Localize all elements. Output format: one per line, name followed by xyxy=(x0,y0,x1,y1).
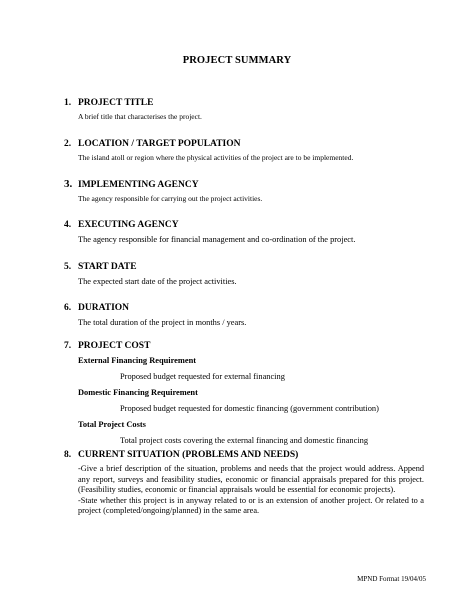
section-description: A brief title that characterises the project. xyxy=(78,112,202,121)
section-number: 1. xyxy=(64,98,72,108)
section-heading xyxy=(64,302,424,314)
section-heading-text: START DATE xyxy=(78,262,137,272)
section-description: The island atoll or region where the physical activities of the project are to be implemented. xyxy=(78,153,354,162)
section-heading xyxy=(64,178,424,191)
section-heading xyxy=(64,340,424,352)
subsection-description: Proposed budget requested for domestic financing (government contribution) xyxy=(120,404,379,413)
section-project-title xyxy=(64,97,424,122)
footer-format-label: MPND Format 19/04/05 xyxy=(357,575,426,583)
section-number: 5. xyxy=(64,262,72,272)
subsection-heading-domestic-financing: Domestic Financing Requirement xyxy=(78,388,198,397)
section-number: 6. xyxy=(64,303,72,313)
section-location xyxy=(64,138,424,163)
section-start-date xyxy=(64,261,424,287)
section-description: The total duration of the project in months / years. xyxy=(78,318,247,327)
section-description: The expected start date of the project activities. xyxy=(78,277,237,286)
section-number: 2. xyxy=(64,139,72,149)
section-heading-text: IMPLEMENTING AGENCY xyxy=(78,180,199,190)
section-heading-text: LOCATION / TARGET POPULATION xyxy=(78,139,241,149)
section-number: 3. xyxy=(64,178,73,190)
subsection-description: Total project costs covering the external financing and domestic financing xyxy=(120,436,369,445)
section-heading xyxy=(64,449,424,461)
section-paragraph: -State whether this project is in anyway related to or is an extension of another project. Or related to a project (completed/ongoing/planned) in the same area. xyxy=(78,495,424,516)
section-current-situation xyxy=(64,449,424,517)
section-heading-text: EXECUTING AGENCY xyxy=(78,220,179,230)
section-number: 4. xyxy=(64,220,72,230)
section-number: 7. xyxy=(64,341,72,351)
section-heading xyxy=(64,261,424,273)
section-heading-text: DURATION xyxy=(78,303,130,313)
section-executing-agency xyxy=(64,219,424,245)
subsection-heading-total-costs: Total Project Costs xyxy=(78,420,146,429)
section-description: The agency responsible for financial management and co-ordination of the project. xyxy=(78,235,356,244)
section-heading xyxy=(64,219,424,231)
subsection-heading-external-financing: External Financing Requirement xyxy=(78,356,197,365)
section-implementing-agency xyxy=(64,178,424,204)
subsection-description: Proposed budget requested for external financing xyxy=(120,372,285,381)
page-title: PROJECT SUMMARY xyxy=(182,55,292,66)
section-duration xyxy=(64,302,424,328)
section-heading xyxy=(64,138,424,150)
section-description: The agency responsible for carrying out the project activities. xyxy=(78,194,263,203)
section-heading-text: CURRENT SITUATION (PROBLEMS AND NEEDS) xyxy=(78,450,299,460)
section-heading-text: PROJECT TITLE xyxy=(78,98,154,108)
section-number: 8. xyxy=(64,450,72,460)
section-heading-text: PROJECT COST xyxy=(78,341,151,351)
section-heading xyxy=(64,97,424,109)
section-paragraph: -Give a brief description of the situation, problems and needs that the project would address. Append any report, surveys and feasibility studies, economic or financial appraisals prepared for this project. (Feasibility studies, economic or financial appraisals would be essential for economic projects). xyxy=(78,464,424,495)
section-project-cost xyxy=(64,340,424,446)
